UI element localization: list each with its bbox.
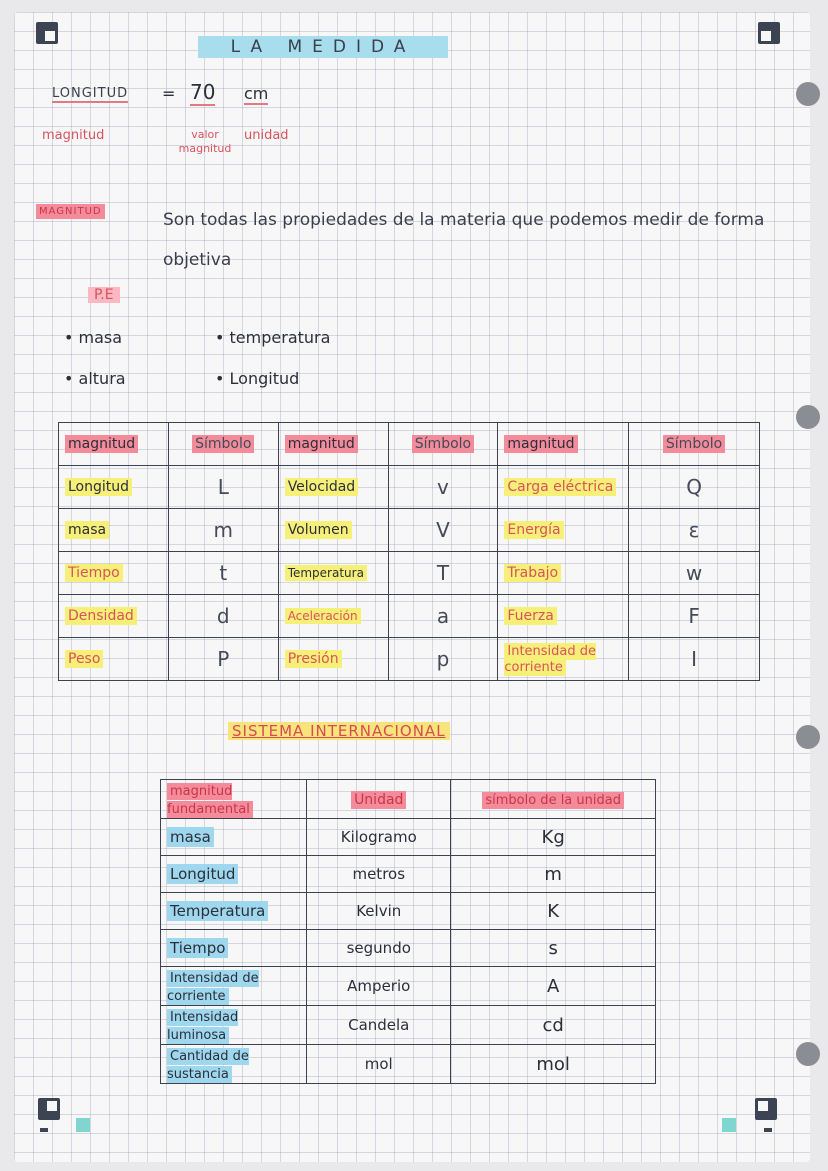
table-row xyxy=(59,595,760,638)
example-item: • altura xyxy=(64,369,126,388)
examples-heading: P.E xyxy=(88,287,120,303)
table-cell: Volumen xyxy=(285,521,352,539)
table-cell: Tiempo xyxy=(167,938,228,958)
table-cell: metros xyxy=(307,856,451,893)
table-row xyxy=(59,509,760,552)
dash-mark xyxy=(764,1128,772,1132)
table-row xyxy=(161,893,656,930)
table-cell: K xyxy=(451,893,656,930)
table-cell: ε xyxy=(629,509,760,552)
table-cell: cd xyxy=(451,1006,656,1045)
page-title: LA MEDIDA xyxy=(198,36,448,58)
table-cell: L xyxy=(168,466,278,509)
table-cell: F xyxy=(629,595,760,638)
definition-text: Son todas las propiedades de la materia que podemos medir de forma objetiva xyxy=(163,210,765,270)
table-row xyxy=(59,552,760,595)
table-header: Unidad xyxy=(351,791,406,809)
table-header: magnitud fundamental xyxy=(167,783,253,818)
si-units-table xyxy=(160,779,656,1084)
table-header: Símbolo xyxy=(412,435,474,453)
table-cell: Longitud xyxy=(167,864,238,884)
magnitude-symbol-table xyxy=(58,422,760,681)
table-cell: Cantidad de sustancia xyxy=(167,1049,249,1082)
table-row xyxy=(161,819,656,856)
table-cell: Peso xyxy=(65,650,103,668)
binder-hole-icon xyxy=(796,82,820,106)
table-cell: p xyxy=(388,638,498,681)
table-cell: Intensidad luminosa xyxy=(167,1010,239,1043)
table-cell: s xyxy=(451,930,656,967)
corner-bracket-icon xyxy=(758,22,780,44)
table-cell: m xyxy=(451,856,656,893)
table-cell: mol xyxy=(307,1045,451,1084)
table-header: Símbolo xyxy=(192,435,254,453)
equation-value: 70 xyxy=(190,80,216,104)
table-cell: T xyxy=(388,552,498,595)
table-cell: a xyxy=(388,595,498,638)
table-cell: Kelvin xyxy=(307,893,451,930)
table-cell: segundo xyxy=(307,930,451,967)
corner-bracket-icon xyxy=(755,1098,777,1120)
table-cell: mol xyxy=(451,1045,656,1084)
equation-unit: cm xyxy=(244,84,269,103)
table-cell: Candela xyxy=(307,1006,451,1045)
table-cell: m xyxy=(168,509,278,552)
corner-bracket-icon xyxy=(38,1098,60,1120)
table-header: símbolo de la unidad xyxy=(482,792,624,809)
table-row xyxy=(161,856,656,893)
table-cell: Amperio xyxy=(307,967,451,1006)
definition-term: MAGNITUD xyxy=(36,204,105,219)
table-cell: Fuerza xyxy=(504,607,556,625)
dash-mark xyxy=(40,1128,48,1132)
table-cell: Presión xyxy=(285,650,342,668)
example-item: • Longitud xyxy=(215,369,300,388)
table-row xyxy=(161,930,656,967)
table-cell: w xyxy=(629,552,760,595)
example-item: • temperatura xyxy=(215,328,331,347)
table-cell: Q xyxy=(629,466,760,509)
table-row xyxy=(59,638,760,681)
table-cell: t xyxy=(168,552,278,595)
table-header-row xyxy=(59,423,760,466)
table-cell: Kg xyxy=(451,819,656,856)
table-cell: Longitud xyxy=(65,478,132,496)
table-cell: Intensidad de corriente xyxy=(504,644,597,675)
section-title-si: SISTEMA INTERNACIONAL xyxy=(228,722,450,740)
binder-hole-icon xyxy=(796,405,820,429)
table-header: Símbolo xyxy=(663,435,725,453)
table-cell: P xyxy=(168,638,278,681)
table-cell: Densidad xyxy=(65,607,137,625)
table-cell: Carga eléctrica xyxy=(504,478,616,496)
page-tab xyxy=(76,1118,90,1132)
table-cell: masa xyxy=(167,827,214,847)
table-cell: I xyxy=(629,638,760,681)
table-row xyxy=(161,967,656,1006)
table-header: magnitud xyxy=(65,435,138,453)
table-cell: Aceleración xyxy=(285,608,361,624)
binder-hole-icon xyxy=(796,725,820,749)
binder-hole-icon xyxy=(796,1042,820,1066)
label-unit: unidad xyxy=(244,128,289,143)
table-header: magnitud xyxy=(504,435,577,453)
table-cell: Energía xyxy=(504,521,563,539)
table-cell: masa xyxy=(65,521,109,539)
example-item: • masa xyxy=(64,328,123,347)
equation-magnitude: LONGITUD xyxy=(52,86,129,101)
equation-equals: = xyxy=(162,84,176,103)
table-header: magnitud xyxy=(285,435,358,453)
table-row xyxy=(161,1006,656,1045)
table-cell: Tiempo xyxy=(65,564,123,582)
table-cell: v xyxy=(388,466,498,509)
corner-bracket-icon xyxy=(36,22,58,44)
table-cell: A xyxy=(451,967,656,1006)
table-header-row xyxy=(161,780,656,819)
table-cell: d xyxy=(168,595,278,638)
table-cell: Trabajo xyxy=(504,564,561,582)
table-row xyxy=(161,1045,656,1084)
label-magnitude: magnitud xyxy=(42,128,105,143)
label-value: valor magnitud xyxy=(178,128,232,155)
table-cell: Temperatura xyxy=(167,901,268,921)
table-cell: Temperatura xyxy=(285,565,367,581)
table-cell: Velocidad xyxy=(285,478,359,496)
table-cell: Intensidad de corriente xyxy=(167,971,259,1004)
table-row xyxy=(59,466,760,509)
table-cell: Kilogramo xyxy=(307,819,451,856)
page-tab xyxy=(722,1118,736,1132)
table-cell: V xyxy=(388,509,498,552)
